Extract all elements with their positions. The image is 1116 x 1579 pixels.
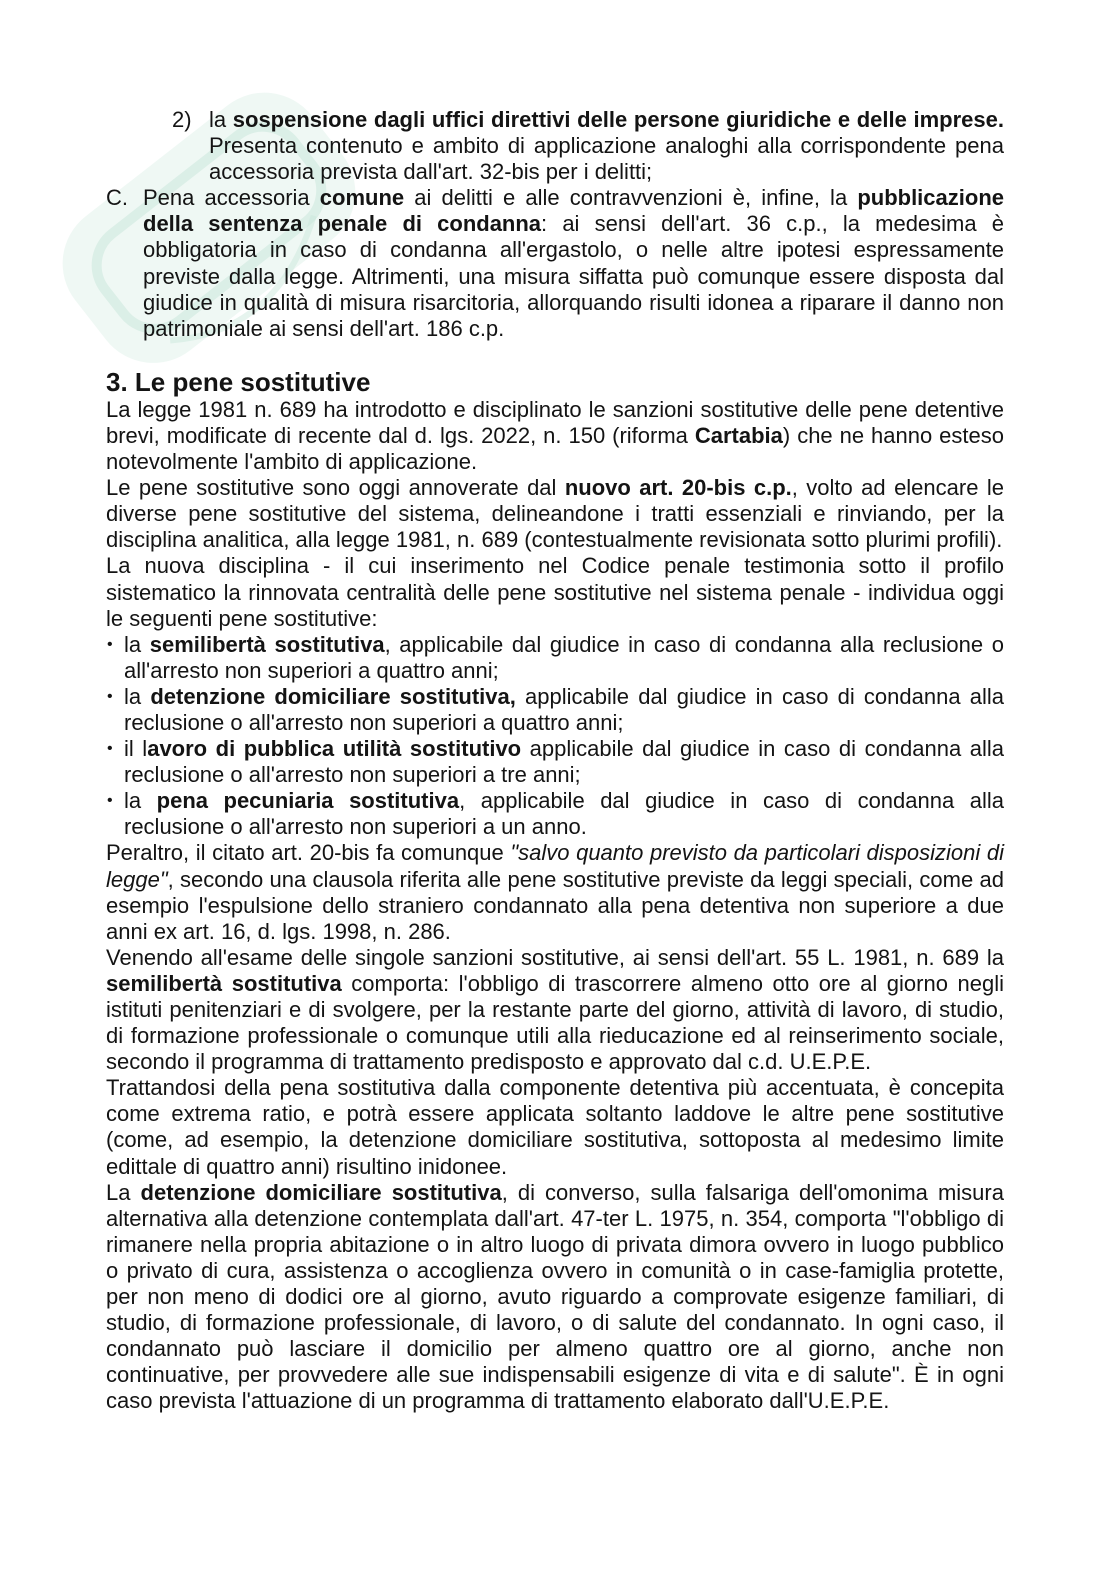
text-run: : ai sensi dell'art. 36 c.p., la medesima è obbligatoria in caso di condanna all'ergastolo, o nelle altre ipotesi espressamente previste dalla legge. Altrimenti, una misura siffatta può comunque essere disposta dal giudice in qualità di misura risarcitoria, allorquando risulti idonea a riparare il danno non patrimoniale ai sensi dell'art. 186 c.p.: [143, 211, 1004, 341]
text-run: , volto ad elencare le diverse pene sostitutive del sistema, delineandone i tratti essenziali e rinviando, per la disciplina analitica, alla legge 1981, n. 689 (contestualmente revisionata sotto plurimi profili).: [106, 475, 1004, 553]
bold-term: pubblicazione della sentenza penale di condanna: [143, 185, 1004, 237]
text-run: , di converso, sulla falsariga dell'omonima misura alternativa alla detenzione contemplata dall'art. 47-ter L. 1975, n. 354, comporta "l'obbligo di rimanere nella propria abitazione o in altro luogo di privata dimora ovvero in luogo pubblico o privato di cura, assistenza o accoglienza ovvero in comunità o in case-famiglia protette, per non meno di dodici ore al giorno, avuto riguardo a comprovate esigenze familiari, di studio, di formazione professionale, di lavoro, o di salute del condannato. In ogni caso, il condannato può lasciare il domicilio per almeno quattro ore al giorno, anche non continuative, per provvedere alle sue indispensabili esigenze di vita e di salute". È in ogni caso prevista l'attuazione di un programma di trattamento elaborato dall'U.E.P.E.: [106, 1179, 1004, 1414]
text-run: il l: [124, 736, 148, 762]
paragraph-7: [106, 1180, 1004, 1415]
bold-term: comune: [319, 185, 405, 211]
bold-term: Cartabia: [694, 422, 783, 448]
paragraph-3: [106, 553, 1004, 631]
document-body: [106, 107, 1004, 1415]
bullet-icon: •: [107, 687, 113, 705]
bullet-item-2: [106, 684, 1004, 736]
list-item-c: [106, 185, 1004, 342]
text-run: , applicabile dal giudice in caso di condanna alla reclusione o all'arresto non superiori a quattro anni;: [124, 631, 1004, 683]
bullet-icon: •: [107, 635, 113, 653]
bold-term: sospensione dagli uffici direttivi delle persone giuridiche e delle imprese.: [232, 107, 1004, 132]
text-run: Trattandosi della pena sostitutiva dalla componente detentiva più accentuata, è concepita come extrema ratio, e potrà essere applicata soltanto laddove le altre pene sostitutive (come, ad esempio, la detenzione domiciliare sostitutiva, sottoposta al medesimo limite edittale di quattro anni) risultino inidonee.: [106, 1075, 1004, 1179]
bullet-item-4: [106, 788, 1004, 840]
list-marker: C.: [106, 185, 128, 211]
bold-term: semilibertà sostitutiva: [149, 631, 385, 657]
list-marker: 2): [172, 107, 192, 132]
text-run: comporta: l'obbligo di trascorrere almeno otto ore al giorno negli istituti penitenziari e di svolgere, per la restante parte del giorno, attività di lavoro, di studio, di formazione professionale o comunque utili alla rieducazione ed al reinserimento sociale, secondo il programma di trattamento predisposto e approvato dal c.d. U.E.P.E.: [106, 970, 1004, 1075]
text-run: la: [209, 107, 233, 132]
paragraph-5: [106, 945, 1004, 1075]
italic-quote: "salvo quanto previsto da particolari disposizioni di legge": [106, 840, 1004, 892]
paragraph-1: [106, 397, 1004, 475]
paragraph-6: [106, 1075, 1004, 1179]
bold-term: pena pecuniaria sostitutiva: [156, 788, 460, 814]
text-run: Pena accessoria: [143, 185, 320, 211]
bullet-icon: •: [107, 792, 113, 810]
section-heading: 3. Le pene sostitutive: [106, 366, 371, 397]
text-run: Presenta contenuto e ambito di applicazione analoghi alla corrispondente pena accessoria prevista dall'art. 32-bis per i delitti;: [209, 133, 1004, 185]
bold-term: avoro di pubblica utilità sostitutivo: [147, 736, 522, 762]
bullet-icon: •: [107, 740, 113, 758]
paragraph-2: [106, 475, 1004, 553]
text-run: Peraltro, il citato art. 20-bis fa comunque: [106, 840, 511, 866]
text-run: La nuova disciplina - il cui inserimento nel Codice penale testimonia sotto il profilo sistematico la rinnovata centralità delle pene sostitutive nel sistema penale - individua oggi le seguenti pene sostitutive:: [106, 553, 1004, 631]
bold-term: semilibertà sostitutiva: [106, 970, 342, 996]
bullet-item-1: [106, 632, 1004, 684]
text-run: applicabile dal giudice in caso di condanna alla reclusione o all'arresto non superiori a quattro anni;: [124, 683, 1004, 735]
text-run: la: [124, 631, 150, 657]
text-run: la: [124, 683, 151, 709]
text-run: Le pene sostitutive sono oggi annoverate dal: [106, 475, 565, 501]
text-run: La legge 1981 n. 689 ha introdotto e disciplinato le sanzioni sostitutive delle pene detentive brevi, modificate di recente dal d. lgs. 2022, n. 150 (riforma: [106, 396, 1004, 448]
bullet-item-3: [106, 736, 1004, 788]
bold-term: detenzione domiciliare sostitutiva: [140, 1179, 502, 1205]
text-run: ) che ne hanno esteso notevolmente l'ambito di applicazione.: [106, 422, 1004, 475]
text-run: applicabile dal giudice in caso di condanna alla reclusione o all'arresto non superiori a tre anni;: [124, 736, 1005, 788]
paragraph-4: [106, 840, 1004, 944]
bold-term: nuovo art. 20-bis c.p.: [564, 475, 792, 501]
bold-term: detenzione domiciliare sostitutiva,: [150, 683, 516, 709]
text-run: ai delitti e alle contravvenzioni è, infine, la: [404, 185, 858, 211]
text-run: Venendo all'esame delle singole sanzioni sostitutive, ai sensi dell'art. 55 L. 1981, n. 689 la: [106, 944, 1004, 970]
text-run: , applicabile dal giudice in caso di condanna alla reclusione o all'arresto non superiori a un anno.: [124, 788, 1004, 840]
text-run: , secondo una clausola riferita alle pene sostitutive previste da leggi speciali, come ad esempio l'espulsione dello straniero condannato alla pena detentiva non superiore a due anni ex art. 16, d. lgs. 1998, n. 286.: [106, 866, 1004, 944]
list-item-2: [106, 107, 1004, 185]
text-run: la: [124, 788, 157, 814]
text-run: La: [106, 1179, 141, 1205]
